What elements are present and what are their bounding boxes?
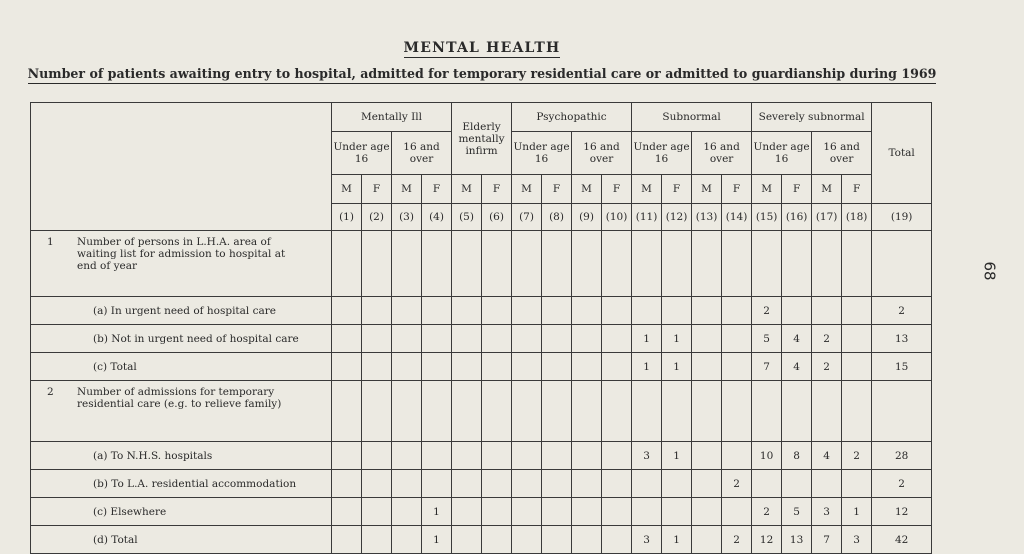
- value-cell: [482, 442, 512, 470]
- row-index: 1: [47, 236, 54, 248]
- sex-header: M: [572, 175, 602, 204]
- value-cell: [512, 526, 542, 554]
- value-cell: [572, 442, 602, 470]
- value-cell: [332, 442, 362, 470]
- value-cell: [692, 498, 722, 526]
- value-cell: 2: [752, 297, 782, 325]
- value-cell: [722, 498, 752, 526]
- row-label: (a) To N.H.S. hospitals: [93, 449, 213, 462]
- row-label-cell: [31, 442, 332, 470]
- value-cell: [422, 381, 452, 442]
- mental-health-table: [30, 102, 932, 554]
- table-row: [31, 297, 932, 325]
- value-cell: [542, 353, 572, 381]
- value-cell: 1: [662, 325, 692, 353]
- value-cell: [482, 526, 512, 554]
- row-label-cell: [31, 526, 332, 554]
- column-number: (13): [692, 204, 722, 231]
- value-cell: [542, 498, 572, 526]
- value-cell: [542, 381, 572, 442]
- value-cell: [842, 297, 872, 325]
- value-cell: [602, 526, 632, 554]
- value-cell: [572, 526, 602, 554]
- value-cell: [752, 470, 782, 498]
- value-cell: [392, 470, 422, 498]
- value-cell: [812, 231, 842, 297]
- table-row: [31, 526, 932, 554]
- value-cell: [572, 231, 602, 297]
- value-cell: [572, 353, 602, 381]
- row-label: (d) Total: [93, 533, 138, 546]
- value-cell: [332, 526, 362, 554]
- value-cell: 5: [782, 498, 812, 526]
- value-cell: [332, 231, 362, 297]
- value-cell: [482, 381, 512, 442]
- row-label: (c) Elsewhere: [93, 505, 167, 518]
- value-cell: [482, 498, 512, 526]
- value-cell: [722, 442, 752, 470]
- value-cell: [662, 498, 692, 526]
- value-cell: 1: [422, 498, 452, 526]
- sex-header: M: [752, 175, 782, 204]
- value-cell: 3: [812, 498, 842, 526]
- sex-header: M: [392, 175, 422, 204]
- row-index: 2: [47, 386, 54, 398]
- value-cell: [452, 325, 482, 353]
- value-cell: [452, 470, 482, 498]
- sex-header: F: [362, 175, 392, 204]
- value-cell: [392, 297, 422, 325]
- row-label: Number of persons in L.H.A. area of waiting list for admission to hospital at end of year: [77, 236, 286, 272]
- value-cell: 15: [872, 353, 932, 381]
- total-header: Total: [872, 103, 932, 204]
- value-cell: [692, 442, 722, 470]
- value-cell: [812, 381, 842, 442]
- value-cell: 2: [752, 498, 782, 526]
- value-cell: [392, 325, 422, 353]
- column-number: (1): [332, 204, 362, 231]
- value-cell: [722, 381, 752, 442]
- value-cell: [632, 381, 662, 442]
- value-cell: [602, 353, 632, 381]
- row-label: (b) Not in urgent need of hospital care: [93, 332, 299, 345]
- group-header-psychopathic: Psychopathic: [512, 103, 632, 132]
- age-band-header: 16 and over: [812, 132, 872, 175]
- value-cell: [842, 381, 872, 442]
- value-cell: [452, 381, 482, 442]
- value-cell: 1: [662, 526, 692, 554]
- row-label: (a) In urgent need of hospital care: [93, 304, 276, 317]
- value-cell: 12: [872, 498, 932, 526]
- value-cell: [572, 498, 602, 526]
- column-number: (14): [722, 204, 752, 231]
- value-cell: 2: [722, 526, 752, 554]
- value-cell: [422, 297, 452, 325]
- value-cell: 1: [662, 442, 692, 470]
- table-row: [31, 470, 932, 498]
- value-cell: [512, 297, 542, 325]
- age-band-header: Under age 16: [512, 132, 572, 175]
- value-cell: [692, 325, 722, 353]
- value-cell: [542, 297, 572, 325]
- value-cell: [752, 231, 782, 297]
- column-number: (6): [482, 204, 512, 231]
- sex-header: M: [692, 175, 722, 204]
- value-cell: [602, 498, 632, 526]
- column-number: (3): [392, 204, 422, 231]
- value-cell: [512, 353, 542, 381]
- sex-header: M: [632, 175, 662, 204]
- value-cell: [692, 526, 722, 554]
- value-cell: [602, 297, 632, 325]
- value-cell: 8: [782, 442, 812, 470]
- value-cell: [482, 353, 512, 381]
- value-cell: 7: [812, 526, 842, 554]
- value-cell: [692, 231, 722, 297]
- group-header-elderly: Elderly mentally infirm: [452, 103, 512, 175]
- value-cell: [842, 325, 872, 353]
- value-cell: [512, 231, 542, 297]
- sex-header: F: [782, 175, 812, 204]
- value-cell: [632, 498, 662, 526]
- value-cell: 2: [872, 297, 932, 325]
- value-cell: [602, 381, 632, 442]
- value-cell: 1: [662, 353, 692, 381]
- value-cell: [512, 470, 542, 498]
- value-cell: 13: [872, 325, 932, 353]
- sex-header: F: [842, 175, 872, 204]
- value-cell: [572, 297, 602, 325]
- value-cell: [452, 498, 482, 526]
- value-cell: [392, 381, 422, 442]
- column-number: (12): [662, 204, 692, 231]
- value-cell: [692, 353, 722, 381]
- value-cell: [602, 470, 632, 498]
- row-label: Number of admissions for temporary residential care (e.g. to relieve family): [77, 386, 282, 410]
- value-cell: [602, 442, 632, 470]
- value-cell: [752, 381, 782, 442]
- age-band-header: 16 and over: [692, 132, 752, 175]
- sex-header: F: [662, 175, 692, 204]
- value-cell: [572, 325, 602, 353]
- value-cell: [542, 325, 572, 353]
- table-row: [31, 381, 932, 442]
- row-label-cell: [31, 498, 332, 526]
- value-cell: [362, 470, 392, 498]
- value-cell: 1: [422, 526, 452, 554]
- row-label-cell: [31, 231, 332, 297]
- value-cell: [392, 353, 422, 381]
- value-cell: 5: [752, 325, 782, 353]
- table-row: [31, 442, 932, 470]
- value-cell: 1: [632, 353, 662, 381]
- value-cell: [512, 498, 542, 526]
- column-number: (4): [422, 204, 452, 231]
- value-cell: 1: [842, 498, 872, 526]
- value-cell: [782, 297, 812, 325]
- value-cell: [482, 231, 512, 297]
- sex-header: F: [722, 175, 752, 204]
- value-cell: [542, 231, 572, 297]
- value-cell: [662, 231, 692, 297]
- age-band-header: 16 and over: [572, 132, 632, 175]
- value-cell: [362, 353, 392, 381]
- value-cell: [332, 325, 362, 353]
- column-number: (5): [452, 204, 482, 231]
- value-cell: [452, 297, 482, 325]
- row-label: (b) To L.A. residential accommodation: [93, 477, 297, 490]
- column-number: (10): [602, 204, 632, 231]
- value-cell: 2: [872, 470, 932, 498]
- value-cell: [422, 470, 452, 498]
- value-cell: [602, 231, 632, 297]
- column-number: (16): [782, 204, 812, 231]
- value-cell: [542, 526, 572, 554]
- value-cell: 10: [752, 442, 782, 470]
- value-cell: [692, 297, 722, 325]
- row-label: (c) Total: [93, 360, 137, 373]
- value-cell: [662, 470, 692, 498]
- value-cell: [872, 231, 932, 297]
- value-cell: [812, 297, 842, 325]
- value-cell: [572, 381, 602, 442]
- value-cell: [362, 325, 392, 353]
- age-band-header: 16 and over: [392, 132, 452, 175]
- value-cell: [512, 325, 542, 353]
- column-number: (2): [362, 204, 392, 231]
- row-label-cell: [31, 381, 332, 442]
- value-cell: 2: [722, 470, 752, 498]
- table-row: [31, 353, 932, 381]
- value-cell: [842, 470, 872, 498]
- value-cell: [332, 381, 362, 442]
- value-cell: [362, 526, 392, 554]
- value-cell: [422, 231, 452, 297]
- column-number: (7): [512, 204, 542, 231]
- column-number: (15): [752, 204, 782, 231]
- value-cell: 12: [752, 526, 782, 554]
- group-header-severely-subnormal: Severely subnormal: [752, 103, 872, 132]
- value-cell: [422, 325, 452, 353]
- row-label-cell: [31, 325, 332, 353]
- value-cell: [632, 231, 662, 297]
- value-cell: [782, 231, 812, 297]
- sex-header: M: [452, 175, 482, 204]
- group-header-subnormal: Subnormal: [632, 103, 752, 132]
- page-number: 68: [980, 261, 999, 281]
- age-band-header: Under age 16: [752, 132, 812, 175]
- value-cell: [632, 297, 662, 325]
- value-cell: 4: [812, 442, 842, 470]
- column-number: (18): [842, 204, 872, 231]
- value-cell: [692, 381, 722, 442]
- sex-header: M: [812, 175, 842, 204]
- value-cell: [422, 442, 452, 470]
- value-cell: [782, 381, 812, 442]
- value-cell: [332, 498, 362, 526]
- value-cell: [512, 442, 542, 470]
- value-cell: 2: [812, 353, 842, 381]
- row-label-cell: [31, 297, 332, 325]
- value-cell: [542, 442, 572, 470]
- column-number: (11): [632, 204, 662, 231]
- value-cell: [422, 353, 452, 381]
- value-cell: 28: [872, 442, 932, 470]
- value-cell: [392, 498, 422, 526]
- sex-header: F: [602, 175, 632, 204]
- value-cell: 13: [782, 526, 812, 554]
- value-cell: [662, 297, 692, 325]
- row-label-cell: [31, 470, 332, 498]
- value-cell: [692, 470, 722, 498]
- value-cell: [872, 381, 932, 442]
- value-cell: [362, 498, 392, 526]
- value-cell: [392, 442, 422, 470]
- value-cell: 1: [632, 325, 662, 353]
- value-cell: [452, 442, 482, 470]
- value-cell: [392, 526, 422, 554]
- value-cell: [362, 381, 392, 442]
- value-cell: 4: [782, 325, 812, 353]
- column-number: (17): [812, 204, 842, 231]
- value-cell: [482, 325, 512, 353]
- value-cell: [392, 231, 422, 297]
- table-row: [31, 325, 932, 353]
- sex-header: F: [482, 175, 512, 204]
- value-cell: [332, 470, 362, 498]
- value-cell: 2: [842, 442, 872, 470]
- value-cell: [572, 470, 602, 498]
- sex-header: F: [422, 175, 452, 204]
- value-cell: 3: [632, 442, 662, 470]
- value-cell: [662, 381, 692, 442]
- age-band-header: Under age 16: [332, 132, 392, 175]
- value-cell: [362, 442, 392, 470]
- column-number: (9): [572, 204, 602, 231]
- value-cell: [542, 470, 572, 498]
- sex-header: M: [512, 175, 542, 204]
- value-cell: [452, 231, 482, 297]
- column-number: (8): [542, 204, 572, 231]
- table-caption: Number of patients awaiting entry to hospital, admitted for temporary residential care or admitted to guardianship during 1969: [0, 66, 964, 81]
- value-cell: [812, 470, 842, 498]
- value-cell: [602, 325, 632, 353]
- sex-header: M: [332, 175, 362, 204]
- value-cell: [332, 353, 362, 381]
- value-cell: [632, 470, 662, 498]
- table-row: [31, 498, 932, 526]
- group-header-mentally-ill: Mentally Ill: [332, 103, 452, 132]
- page-title: MENTAL HEALTH: [403, 40, 561, 56]
- blank-corner: [31, 103, 332, 231]
- value-cell: [362, 297, 392, 325]
- sex-header: F: [542, 175, 572, 204]
- value-cell: 3: [842, 526, 872, 554]
- table-row: [31, 231, 932, 297]
- value-cell: [512, 381, 542, 442]
- value-cell: [452, 526, 482, 554]
- value-cell: 4: [782, 353, 812, 381]
- age-band-header: Under age 16: [632, 132, 692, 175]
- value-cell: 42: [872, 526, 932, 554]
- value-cell: [332, 297, 362, 325]
- value-cell: [722, 353, 752, 381]
- value-cell: [842, 231, 872, 297]
- value-cell: [722, 325, 752, 353]
- value-cell: [842, 353, 872, 381]
- value-cell: [722, 297, 752, 325]
- value-cell: [362, 231, 392, 297]
- value-cell: [722, 231, 752, 297]
- value-cell: [482, 297, 512, 325]
- value-cell: [482, 470, 512, 498]
- column-number: (19): [872, 204, 932, 231]
- value-cell: 3: [632, 526, 662, 554]
- value-cell: 7: [752, 353, 782, 381]
- value-cell: [782, 470, 812, 498]
- value-cell: [452, 353, 482, 381]
- row-label-cell: [31, 353, 332, 381]
- value-cell: 2: [812, 325, 842, 353]
